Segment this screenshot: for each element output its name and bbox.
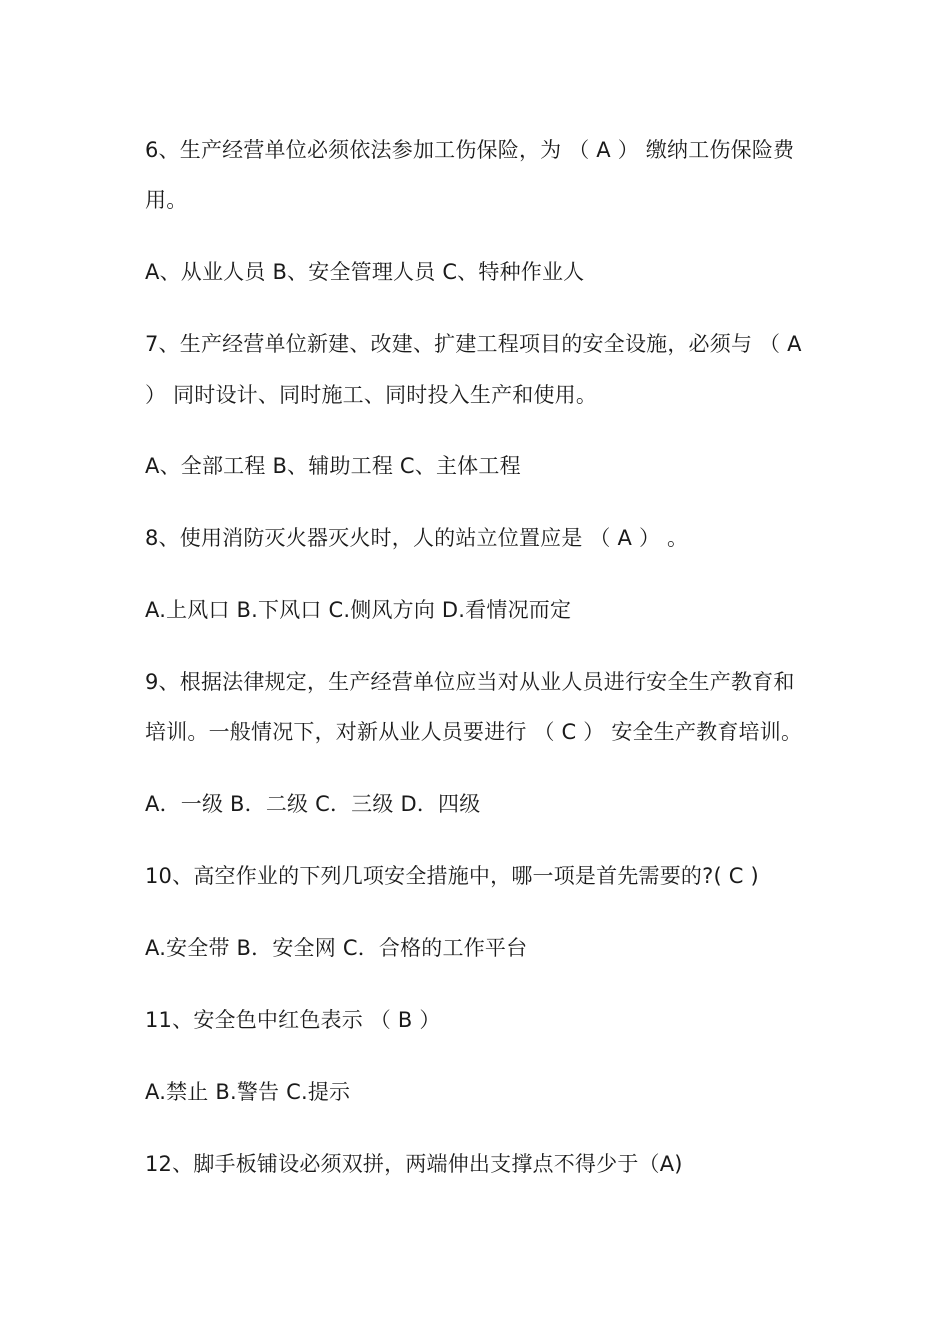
question-6-options: A、从业人员 B、安全管理人员 C、特种作业人 xyxy=(145,260,585,284)
question-7-options: A、全部工程 B、辅助工程 C、主体工程 xyxy=(145,454,521,478)
question-10-options: A.安全带 B．安全网 C．合格的工作平台 xyxy=(145,936,528,960)
question-11-line-1: 11、安全色中红色表示 （ B ） xyxy=(145,1008,441,1032)
question-8-line-1: 8、使用消防灭火器灭火时，人的站立位置应是 （ A ） 。 xyxy=(145,526,689,550)
question-7-line-1: 7、生产经营单位新建、改建、扩建工程项目的安全设施，必须与 （ A xyxy=(145,332,802,356)
question-8-options: A.上风口 B.下风口 C.侧风方向 D.看情况而定 xyxy=(145,598,572,622)
question-12-line-1: 12、脚手板铺设必须双拼，两端伸出支撑点不得少于（A) xyxy=(145,1152,683,1176)
question-6-line-2: 用。 xyxy=(145,188,188,212)
question-7-line-2: ） 同时设计、同时施工、同时投入生产和使用。 xyxy=(145,383,598,407)
question-9-line-2: 培训。一般情况下，对新从业人员要进行 （ C ） 安全生产教育培训。 xyxy=(145,720,803,744)
question-11-options: A.禁止 B.警告 C.提示 xyxy=(145,1080,351,1104)
question-6-line-1: 6、生产经营单位必须依法参加工伤保险，为 （ A ） 缴纳工伤保险费 xyxy=(145,138,795,162)
question-10-line-1: 10、高空作业的下列几项安全措施中，哪一项是首先需要的?( C ) xyxy=(145,864,759,888)
question-9-line-1: 9、根据法律规定，生产经营单位应当对从业人员进行安全生产教育和 xyxy=(145,670,795,694)
question-9-options: A．一级 B．二级 C．三级 D．四级 xyxy=(145,792,481,816)
